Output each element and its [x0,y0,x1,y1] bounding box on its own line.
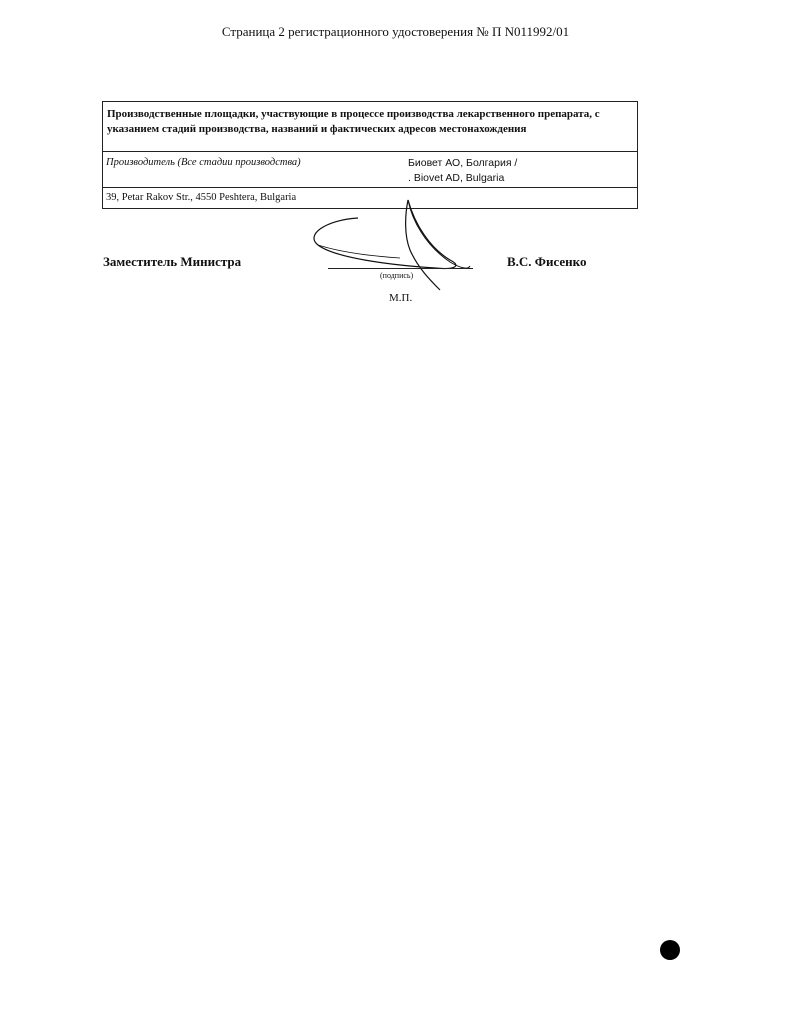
producer-label: Производитель (Все стадии производства) [106,157,301,168]
page-title: Страница 2 регистрационного удостоверения № П N011992/01 [221,24,570,39]
producer-address: 39, Petar Rakov Str., 4550 Peshtera, Bulgaria [106,192,297,203]
producer-name-en: . Biovet AD, Bulgaria [408,172,505,184]
seal-caption: М.П. [389,292,413,304]
corner-dot-mark [660,940,680,960]
producer-names [408,156,517,186]
signer-name: В.С. Фисенко [507,254,587,269]
producer-row [103,152,637,188]
producer-name-ru: Биовет АО, Болгария / [408,157,518,169]
signature-line [328,268,473,269]
handwritten-signature [300,190,490,300]
signer-role: Заместитель Министра [103,254,242,269]
signature-caption: (подпись) [380,271,414,280]
table-heading: Производственные площадки, участвующие в процессе производства лекарственного препарата, с указанием стадий производства, названий и фактических адресов местонахождения [103,102,637,152]
